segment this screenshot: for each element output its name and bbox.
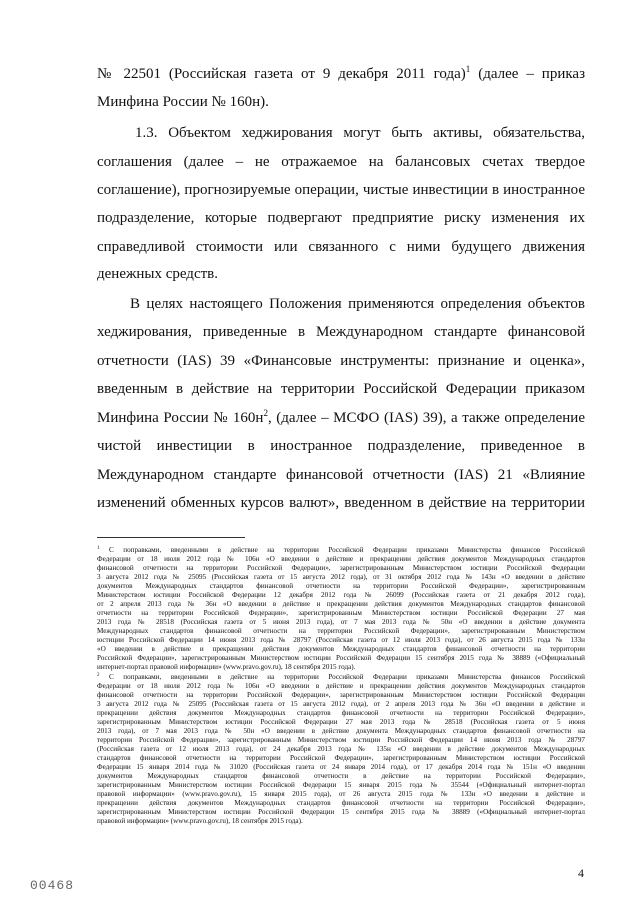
text-line: Минфина России № $160н^2$, (далее – МСФО (IAS) 39), а также определение [97,408,585,426]
text-line: отчетности (IAS) 39 «Финансовые инструменты: признание и оценка», [97,353,585,369]
text-line: денежных средств. [97,266,218,282]
text-line: чистой инвестиции в иностранное подразделение, приведенное в [97,438,585,454]
page-number: 4 [578,866,584,880]
footnote-2-line: Федерации от 18 июля 2012 года № 106н «О введении в действие и прекращении действия документов Международных стандартов [97,682,585,690]
footnote-2-line: 3 августа 2012 года № 25095 (Российская газета от 15 августа 2012 года), от 2 апреля 2013 года № 36н «О введении в действие и [97,700,585,708]
footnote-2-line: Федерации 15 января 2014 года № 31020 (Российская газета от 24 января 2014 года), от 17 декабря 2014 года № 151н «О введении [97,763,585,771]
footnote-1-marker: 1 [97,546,100,551]
footnote-2-line: правовой информации» (www.pravo.gov.ru), 15 января 2015 года), от 26 августа 2015 года № 133н «О введении в действие и [97,790,585,798]
footnote-1-line: $^1$ С поправками, введенными в действие на территории Российской Федерации приказами Министерства финансов Российской [97,546,585,554]
footnote-1-line: «О введении в действие и прекращении действия документов Международных стандартов финансовой отчетности на территории [97,645,585,653]
footnote-ref-1[interactable]: 1 [465,64,471,74]
footnote-2-marker: 2 [97,673,100,678]
footnote-1-line: Международных стандартов финансовой отчетности на территории Российской Федерации», зарегистрированным Министерством [97,627,585,635]
text-line: справедливой стоимости или связанного с ними будущего движения [97,239,585,255]
footnote-2-line: стандартов финансовой отчетности на территории Российской Федерации», зарегистрированным Министерством юстиции Российской [97,754,585,762]
footnote-2-line: 2013 года), от 7 мая 2013 года № 50н «О введении в действие документа Международных стандартов финансовой отчетности на [97,727,585,735]
footnote-2-line: зарегистрированным Министерством юстиции Российской Федерации 15 января 2015 года № 35544 («Официальный интернет-портал [97,781,585,789]
footnote-1-line: отчетности на территории Российской Федерации», зарегистрированным Министерством юстиции Российской Федерации 27 мая [97,609,585,617]
footnote-2-line: зарегистрированным Министерством юстиции Российской Федерации 27 мая 2013 года № 28518 (Российская газета от 5 июня [97,718,585,726]
text-line: Международном стандарте финансовой отчетности (IAS) 21 «Влияние [97,467,585,483]
footnote-2-line: прекращении действия документов Международных стандартов финансовой отчетности на территории Российской Федерации», [97,709,585,717]
footnote-2-line: прекращении действия документов Международных стандартов финансовой отчетности на территории Российской Федерации», [97,799,585,807]
paragraph-start-definitions: В целях настоящего Положения применяются определения объектов [130,296,585,312]
text-line: подразделение, которые подвергают предприятие риску изменения их [97,210,585,226]
text-line: введенным в действие на территории Российской Федерации приказом [97,381,585,397]
text-line: изменений обменных курсов валют», введенном в действие на территории [97,495,585,511]
footnote-2-line: (Российская газета от 12 июля 2013 года), от 24 декабря 2013 года № 135н «О введении в действие документов Международных [97,745,585,753]
footnote-2-line: правовой информации» (www.pravo.gov.ru), 18 сентября 2015 года). [97,817,303,825]
footnote-1-line: финансовой отчетности на территории Российской Федерации», зарегистрированным Министерством юстиции Российской Федерации [97,564,585,572]
text-line: соглашение), прогнозируемые операции, чистые инвестиции в иностранное [97,182,585,198]
text-line: соглашения (далее – не отражаемое на балансовых счетах твердое [97,154,585,170]
footnote-2-line: территории Российской Федерации», зарегистрированным Министерством юстиции Российской Федерации 14 июня 2013 года № 28797 [97,736,585,744]
footnote-1-line: от 2 апреля 2013 года № 36н «О введении в действие и прекращении действия документов Международных стандартов финансовой [97,600,585,608]
footnote-1-line: Министерством юстиции Российской Федерации 12 декабря 2012 года № 26099 (Российская газета от 21 декабря 2012 года), [97,591,585,599]
footnote-2-line: зарегистрированным Министерством юстиции Российской Федерации 15 сентября 2015 года № 38889 («Официальный интернет-портал [97,808,585,816]
footnote-1-line: документов Международных стандартов финансовой отчетности на территории Российской Федерации», зарегистрированным [97,582,585,590]
footnote-2-line: $^2$ С поправками, введенными в действие на территории Российской Федерации приказами Министерства финансов Российской [97,673,585,681]
footnote-2-line: финансовой отчетности на территории Российской Федерации», зарегистрированным Министерством юстиции Российской Федерации [97,691,585,699]
paragraph-start-1-3: 1.3. Объектом хеджирования могут быть активы, обязательства, [135,125,585,141]
footnote-ref-2[interactable]: 2 [263,408,268,418]
archive-stamp: 00468 [30,878,75,893]
footnote-2-line: документов Международных стандартов финансовой отчетности в действие на территории Российской Федерации», [97,772,585,780]
text-line: Минфина России № 160н). [97,94,269,110]
footnote-separator [97,537,245,538]
footnote-1-line: Российской Федерации», зарегистрированным Министерством юстиции Российской Федерации 15 сентября 2015 года № 38889 («Официальный [97,654,585,662]
footnote-1-line: 3 августа 2012 года № 25095 (Российская газета от 15 августа 2012 года), от 31 октября 2012 года № 143н «О введении в действие [97,573,585,581]
footnote-1-line: Федерации от 18 июля 2012 года № 106н «О введении в действие и прекращении действия документов Международных стандартов [97,555,585,563]
text-line: № 22501 (Российская газета от 9 декабря 2011 года)$^1$ (далее – приказ [97,64,585,82]
text-line: хеджирования, приведенные в Международном стандарте финансовой [97,324,585,340]
footnote-1-line: интернет-портал правовой информации» (www.pravo.gov.ru), 18 сентября 2015 года). [97,663,356,671]
footnote-1-line: 2013 года № 28518 (Российская газета от 5 июня 2013 года), от 7 мая 2013 года № 50н «О введении в действие документа [97,618,585,626]
footnote-1-line: юстиции Российской Федерации 14 июня 2013 года № 28797 (Российская газета от 12 июля 2013 года), от 26 августа 2015 года № 133н [97,636,585,644]
